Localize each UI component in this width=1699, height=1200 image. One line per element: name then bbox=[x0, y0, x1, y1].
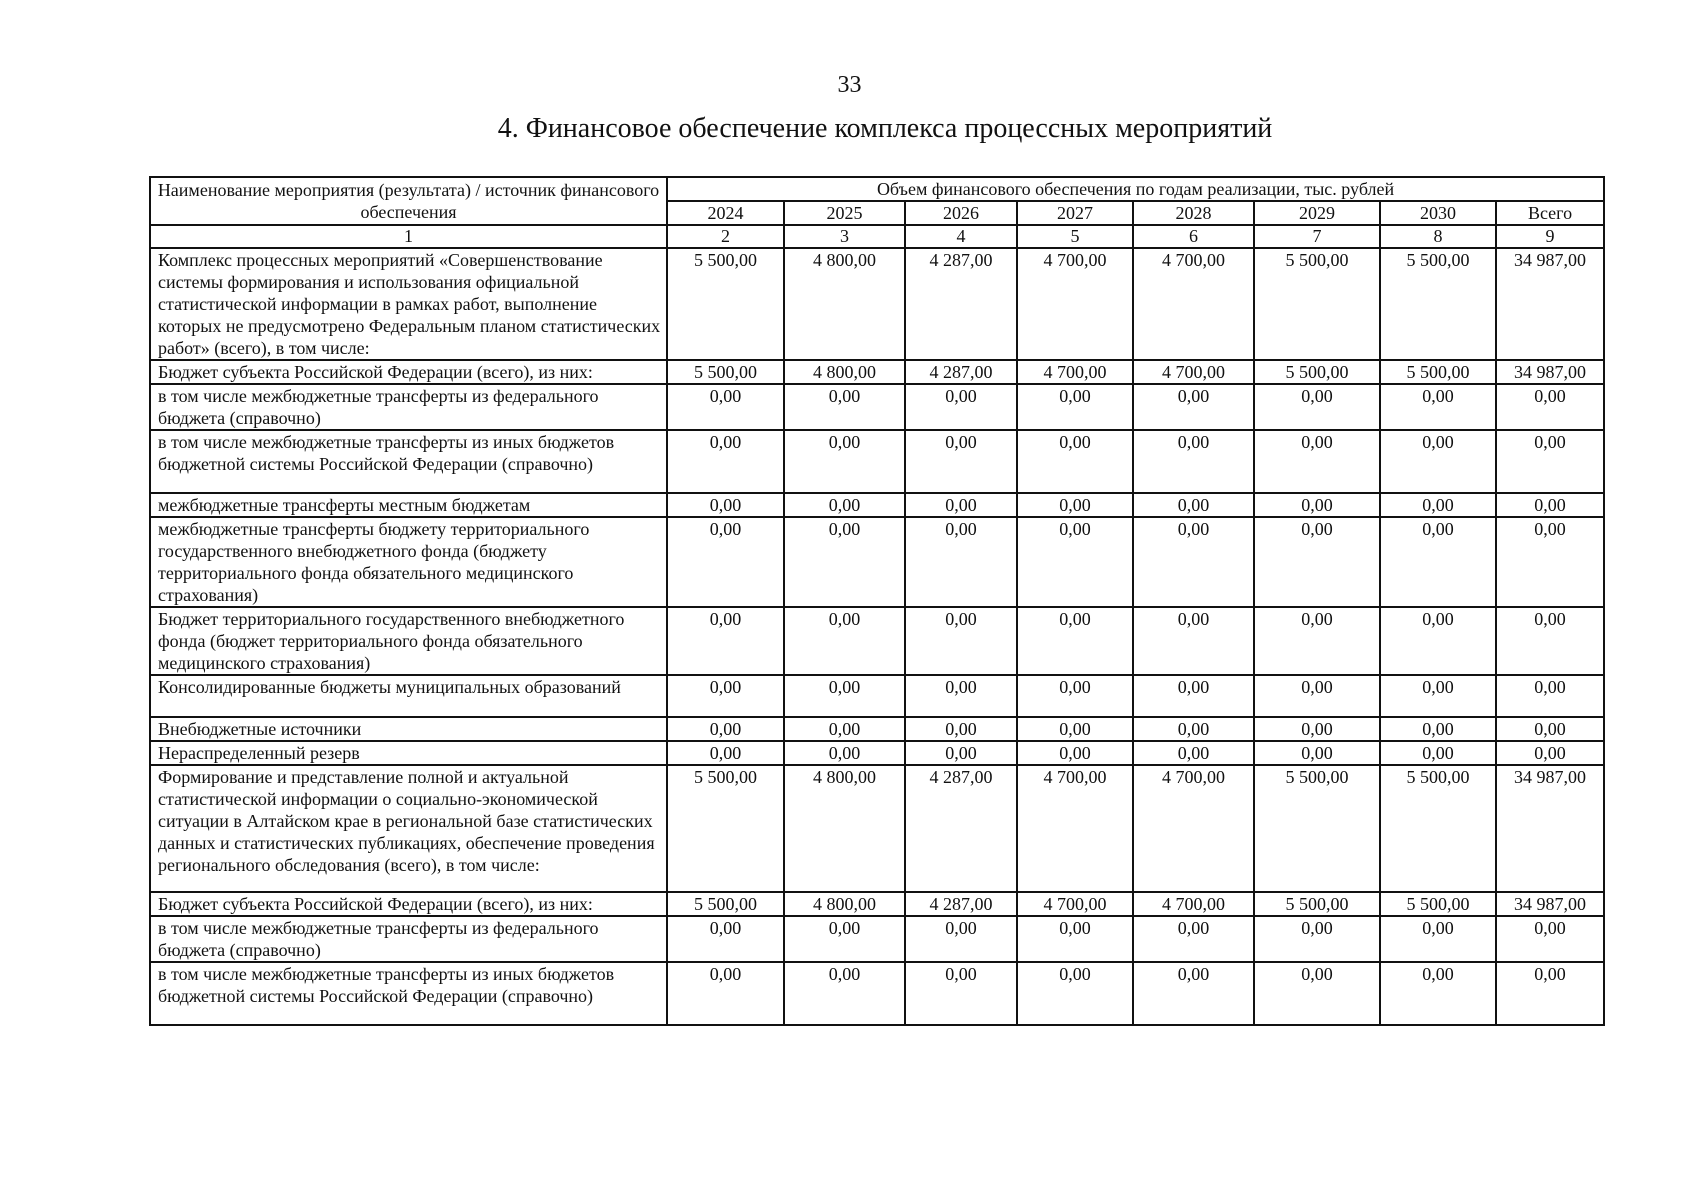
value-cell: 0,00 bbox=[1133, 717, 1254, 741]
value-cell: 5 500,00 bbox=[1254, 765, 1380, 892]
value-cell: 0,00 bbox=[1496, 675, 1604, 717]
value-cell: 34 987,00 bbox=[1496, 765, 1604, 892]
value-cell: 0,00 bbox=[1017, 962, 1133, 1025]
value-cell: 0,00 bbox=[1496, 493, 1604, 517]
row-name-cell: межбюджетные трансферты местным бюджетам bbox=[150, 493, 667, 517]
value-cell: 0,00 bbox=[667, 430, 784, 493]
value-cell: 0,00 bbox=[667, 675, 784, 717]
value-cell: 0,00 bbox=[1380, 517, 1496, 607]
table-row bbox=[150, 517, 1604, 607]
value-cell: 0,00 bbox=[1380, 607, 1496, 675]
value-cell: 5 500,00 bbox=[1254, 360, 1380, 384]
value-cell: 4 800,00 bbox=[784, 360, 905, 384]
value-cell: 0,00 bbox=[784, 675, 905, 717]
value-cell: 0,00 bbox=[1380, 384, 1496, 430]
value-cell: 0,00 bbox=[1133, 962, 1254, 1025]
value-cell: 5 500,00 bbox=[1254, 892, 1380, 916]
value-cell: 0,00 bbox=[1380, 741, 1496, 765]
table-header bbox=[150, 177, 1604, 248]
volume-header: Объем финансового обеспечения по годам реализации, тыс. рублей bbox=[667, 177, 1604, 201]
value-cell: 0,00 bbox=[1133, 430, 1254, 493]
value-cell: 0,00 bbox=[784, 741, 905, 765]
value-cell: 0,00 bbox=[667, 717, 784, 741]
value-cell: 0,00 bbox=[1496, 916, 1604, 962]
table-row bbox=[150, 430, 1604, 493]
value-cell: 0,00 bbox=[1254, 607, 1380, 675]
value-cell: 0,00 bbox=[1133, 517, 1254, 607]
row-name-cell: в том числе межбюджетные трансферты из федерального бюджета (справочно) bbox=[150, 384, 667, 430]
value-cell: 5 500,00 bbox=[1380, 765, 1496, 892]
value-cell: 34 987,00 bbox=[1496, 892, 1604, 916]
column-index: 3 bbox=[784, 225, 905, 248]
year-header: 2024 bbox=[667, 201, 784, 225]
value-cell: 0,00 bbox=[905, 384, 1017, 430]
value-cell: 4 287,00 bbox=[905, 360, 1017, 384]
value-cell: 0,00 bbox=[905, 916, 1017, 962]
table-row bbox=[150, 765, 1604, 892]
row-name-cell: Формирование и представление полной и актуальной статистической информации о социально-экономической ситуации в Алтайском крае в региональной базе статистических данных и статистических публикациях, обеспечение проведения регионального обследования (всего), в том числе: bbox=[150, 765, 667, 892]
value-cell: 34 987,00 bbox=[1496, 248, 1604, 360]
value-cell: 0,00 bbox=[1017, 493, 1133, 517]
year-header: 2025 bbox=[784, 201, 905, 225]
value-cell: 5 500,00 bbox=[667, 892, 784, 916]
value-cell: 0,00 bbox=[1017, 384, 1133, 430]
value-cell: 0,00 bbox=[667, 384, 784, 430]
value-cell: 0,00 bbox=[667, 962, 784, 1025]
value-cell: 0,00 bbox=[1380, 916, 1496, 962]
value-cell: 0,00 bbox=[784, 493, 905, 517]
value-cell: 0,00 bbox=[905, 717, 1017, 741]
value-cell: 4 800,00 bbox=[784, 248, 905, 360]
value-cell: 0,00 bbox=[1254, 384, 1380, 430]
value-cell: 4 700,00 bbox=[1017, 765, 1133, 892]
value-cell: 4 700,00 bbox=[1017, 892, 1133, 916]
section-title: 4. Финансовое обеспечение комплекса процессных мероприятий bbox=[497, 113, 1273, 144]
name-column-header: Наименование мероприятия (результата) / источник финансового обеспечения bbox=[150, 177, 667, 225]
value-cell: 0,00 bbox=[784, 916, 905, 962]
value-cell: 0,00 bbox=[1017, 430, 1133, 493]
value-cell: 0,00 bbox=[905, 675, 1017, 717]
value-cell: 4 700,00 bbox=[1133, 765, 1254, 892]
value-cell: 0,00 bbox=[1017, 675, 1133, 717]
value-cell: 0,00 bbox=[784, 607, 905, 675]
column-index: 9 bbox=[1496, 225, 1604, 248]
row-name-cell: Бюджет субъекта Российской Федерации (всего), из них: bbox=[150, 892, 667, 916]
value-cell: 0,00 bbox=[1254, 962, 1380, 1025]
value-cell: 5 500,00 bbox=[1380, 248, 1496, 360]
value-cell: 5 500,00 bbox=[667, 248, 784, 360]
value-cell: 0,00 bbox=[1133, 607, 1254, 675]
row-name-cell: в том числе межбюджетные трансферты из иных бюджетов бюджетной системы Российской Федерации (справочно) bbox=[150, 962, 667, 1025]
value-cell: 0,00 bbox=[784, 430, 905, 493]
value-cell: 0,00 bbox=[1017, 741, 1133, 765]
value-cell: 4 700,00 bbox=[1133, 892, 1254, 916]
row-name-cell: Нераспределенный резерв bbox=[150, 741, 667, 765]
value-cell: 0,00 bbox=[1496, 717, 1604, 741]
column-index: 6 bbox=[1133, 225, 1254, 248]
value-cell: 0,00 bbox=[905, 962, 1017, 1025]
value-cell: 0,00 bbox=[1380, 430, 1496, 493]
value-cell: 0,00 bbox=[1496, 384, 1604, 430]
value-cell: 0,00 bbox=[784, 384, 905, 430]
table-row bbox=[150, 892, 1604, 916]
value-cell: 4 287,00 bbox=[905, 248, 1017, 360]
value-cell: 0,00 bbox=[1380, 675, 1496, 717]
value-cell: 0,00 bbox=[1254, 517, 1380, 607]
value-cell: 0,00 bbox=[1017, 517, 1133, 607]
value-cell: 0,00 bbox=[667, 517, 784, 607]
value-cell: 5 500,00 bbox=[1380, 360, 1496, 384]
row-name-cell: Внебюджетные источники bbox=[150, 717, 667, 741]
table-row bbox=[150, 962, 1604, 1025]
value-cell: 4 287,00 bbox=[905, 765, 1017, 892]
value-cell: 4 800,00 bbox=[784, 892, 905, 916]
value-cell: 0,00 bbox=[667, 493, 784, 517]
table-row bbox=[150, 493, 1604, 517]
value-cell: 5 500,00 bbox=[667, 765, 784, 892]
value-cell: 0,00 bbox=[1496, 517, 1604, 607]
value-cell: 0,00 bbox=[1380, 962, 1496, 1025]
value-cell: 0,00 bbox=[784, 717, 905, 741]
value-cell: 0,00 bbox=[1254, 493, 1380, 517]
value-cell: 0,00 bbox=[1017, 717, 1133, 741]
column-index: 7 bbox=[1254, 225, 1380, 248]
column-index: 5 bbox=[1017, 225, 1133, 248]
column-index: 4 bbox=[905, 225, 1017, 248]
value-cell: 34 987,00 bbox=[1496, 360, 1604, 384]
value-cell: 0,00 bbox=[1254, 430, 1380, 493]
value-cell: 0,00 bbox=[667, 916, 784, 962]
value-cell: 0,00 bbox=[1254, 741, 1380, 765]
row-name-cell: Бюджет субъекта Российской Федерации (всего), из них: bbox=[150, 360, 667, 384]
value-cell: 0,00 bbox=[1496, 741, 1604, 765]
value-cell: 0,00 bbox=[1017, 916, 1133, 962]
value-cell: 0,00 bbox=[1133, 741, 1254, 765]
value-cell: 0,00 bbox=[1254, 916, 1380, 962]
value-cell: 0,00 bbox=[905, 430, 1017, 493]
value-cell: 5 500,00 bbox=[1254, 248, 1380, 360]
year-header: 2029 bbox=[1254, 201, 1380, 225]
value-cell: 5 500,00 bbox=[1380, 892, 1496, 916]
column-index: 2 bbox=[667, 225, 784, 248]
value-cell: 4 800,00 bbox=[784, 765, 905, 892]
column-index: 1 bbox=[150, 225, 667, 248]
table-row bbox=[150, 384, 1604, 430]
row-name-cell: межбюджетные трансферты бюджету территориального государственного внебюджетного фонда (бюджету территориального фонда обязательного медицинского страхования) bbox=[150, 517, 667, 607]
value-cell: 0,00 bbox=[1380, 493, 1496, 517]
year-header: 2027 bbox=[1017, 201, 1133, 225]
value-cell: 0,00 bbox=[1380, 717, 1496, 741]
value-cell: 4 700,00 bbox=[1017, 360, 1133, 384]
value-cell: 0,00 bbox=[1017, 607, 1133, 675]
table-row bbox=[150, 717, 1604, 741]
header-row bbox=[150, 177, 1604, 201]
table-row bbox=[150, 675, 1604, 717]
value-cell: 0,00 bbox=[1133, 384, 1254, 430]
row-name-cell: Консолидированные бюджеты муниципальных образований bbox=[150, 675, 667, 717]
value-cell: 4 700,00 bbox=[1133, 248, 1254, 360]
table-row bbox=[150, 916, 1604, 962]
value-cell: 4 700,00 bbox=[1133, 360, 1254, 384]
value-cell: 5 500,00 bbox=[667, 360, 784, 384]
value-cell: 4 700,00 bbox=[1017, 248, 1133, 360]
value-cell: 0,00 bbox=[905, 741, 1017, 765]
value-cell: 0,00 bbox=[1133, 493, 1254, 517]
value-cell: 0,00 bbox=[667, 607, 784, 675]
column-index-row bbox=[150, 225, 1604, 248]
value-cell: 0,00 bbox=[1254, 675, 1380, 717]
value-cell: 0,00 bbox=[1133, 675, 1254, 717]
value-cell: 0,00 bbox=[1496, 962, 1604, 1025]
value-cell: 4 287,00 bbox=[905, 892, 1017, 916]
value-cell: 0,00 bbox=[1496, 607, 1604, 675]
value-cell: 0,00 bbox=[905, 493, 1017, 517]
value-cell: 0,00 bbox=[1133, 916, 1254, 962]
value-cell: 0,00 bbox=[905, 517, 1017, 607]
year-header: 2028 bbox=[1133, 201, 1254, 225]
value-cell: 0,00 bbox=[905, 607, 1017, 675]
column-index: 8 bbox=[1380, 225, 1496, 248]
year-header: 2026 bbox=[905, 201, 1017, 225]
value-cell: 0,00 bbox=[784, 962, 905, 1025]
row-name-cell: в том числе межбюджетные трансферты из федерального бюджета (справочно) bbox=[150, 916, 667, 962]
value-cell: 0,00 bbox=[784, 517, 905, 607]
value-cell: 0,00 bbox=[667, 741, 784, 765]
page-number: 33 bbox=[837, 72, 862, 98]
row-name-cell: в том числе межбюджетные трансферты из иных бюджетов бюджетной системы Российской Федерации (справочно) bbox=[150, 430, 667, 493]
row-name-cell: Бюджет территориального государственного внебюджетного фонда (бюджет территориального фонда обязательного медицинского страхования) bbox=[150, 607, 667, 675]
table-row bbox=[150, 360, 1604, 384]
value-cell: 0,00 bbox=[1496, 430, 1604, 493]
row-name-cell: Комплекс процессных мероприятий «Совершенствование системы формирования и использования официальной статистической информации в рамках работ, выполнение которых не предусмотрено Федеральным планом статистических работ» (всего), в том числе: bbox=[150, 248, 667, 360]
year-header: Всего bbox=[1496, 201, 1604, 225]
value-cell: 0,00 bbox=[1254, 717, 1380, 741]
year-header: 2030 bbox=[1380, 201, 1496, 225]
financing-table bbox=[149, 176, 1605, 1026]
table-body bbox=[150, 248, 1604, 1025]
table-row bbox=[150, 248, 1604, 360]
table-row bbox=[150, 607, 1604, 675]
table-row bbox=[150, 741, 1604, 765]
